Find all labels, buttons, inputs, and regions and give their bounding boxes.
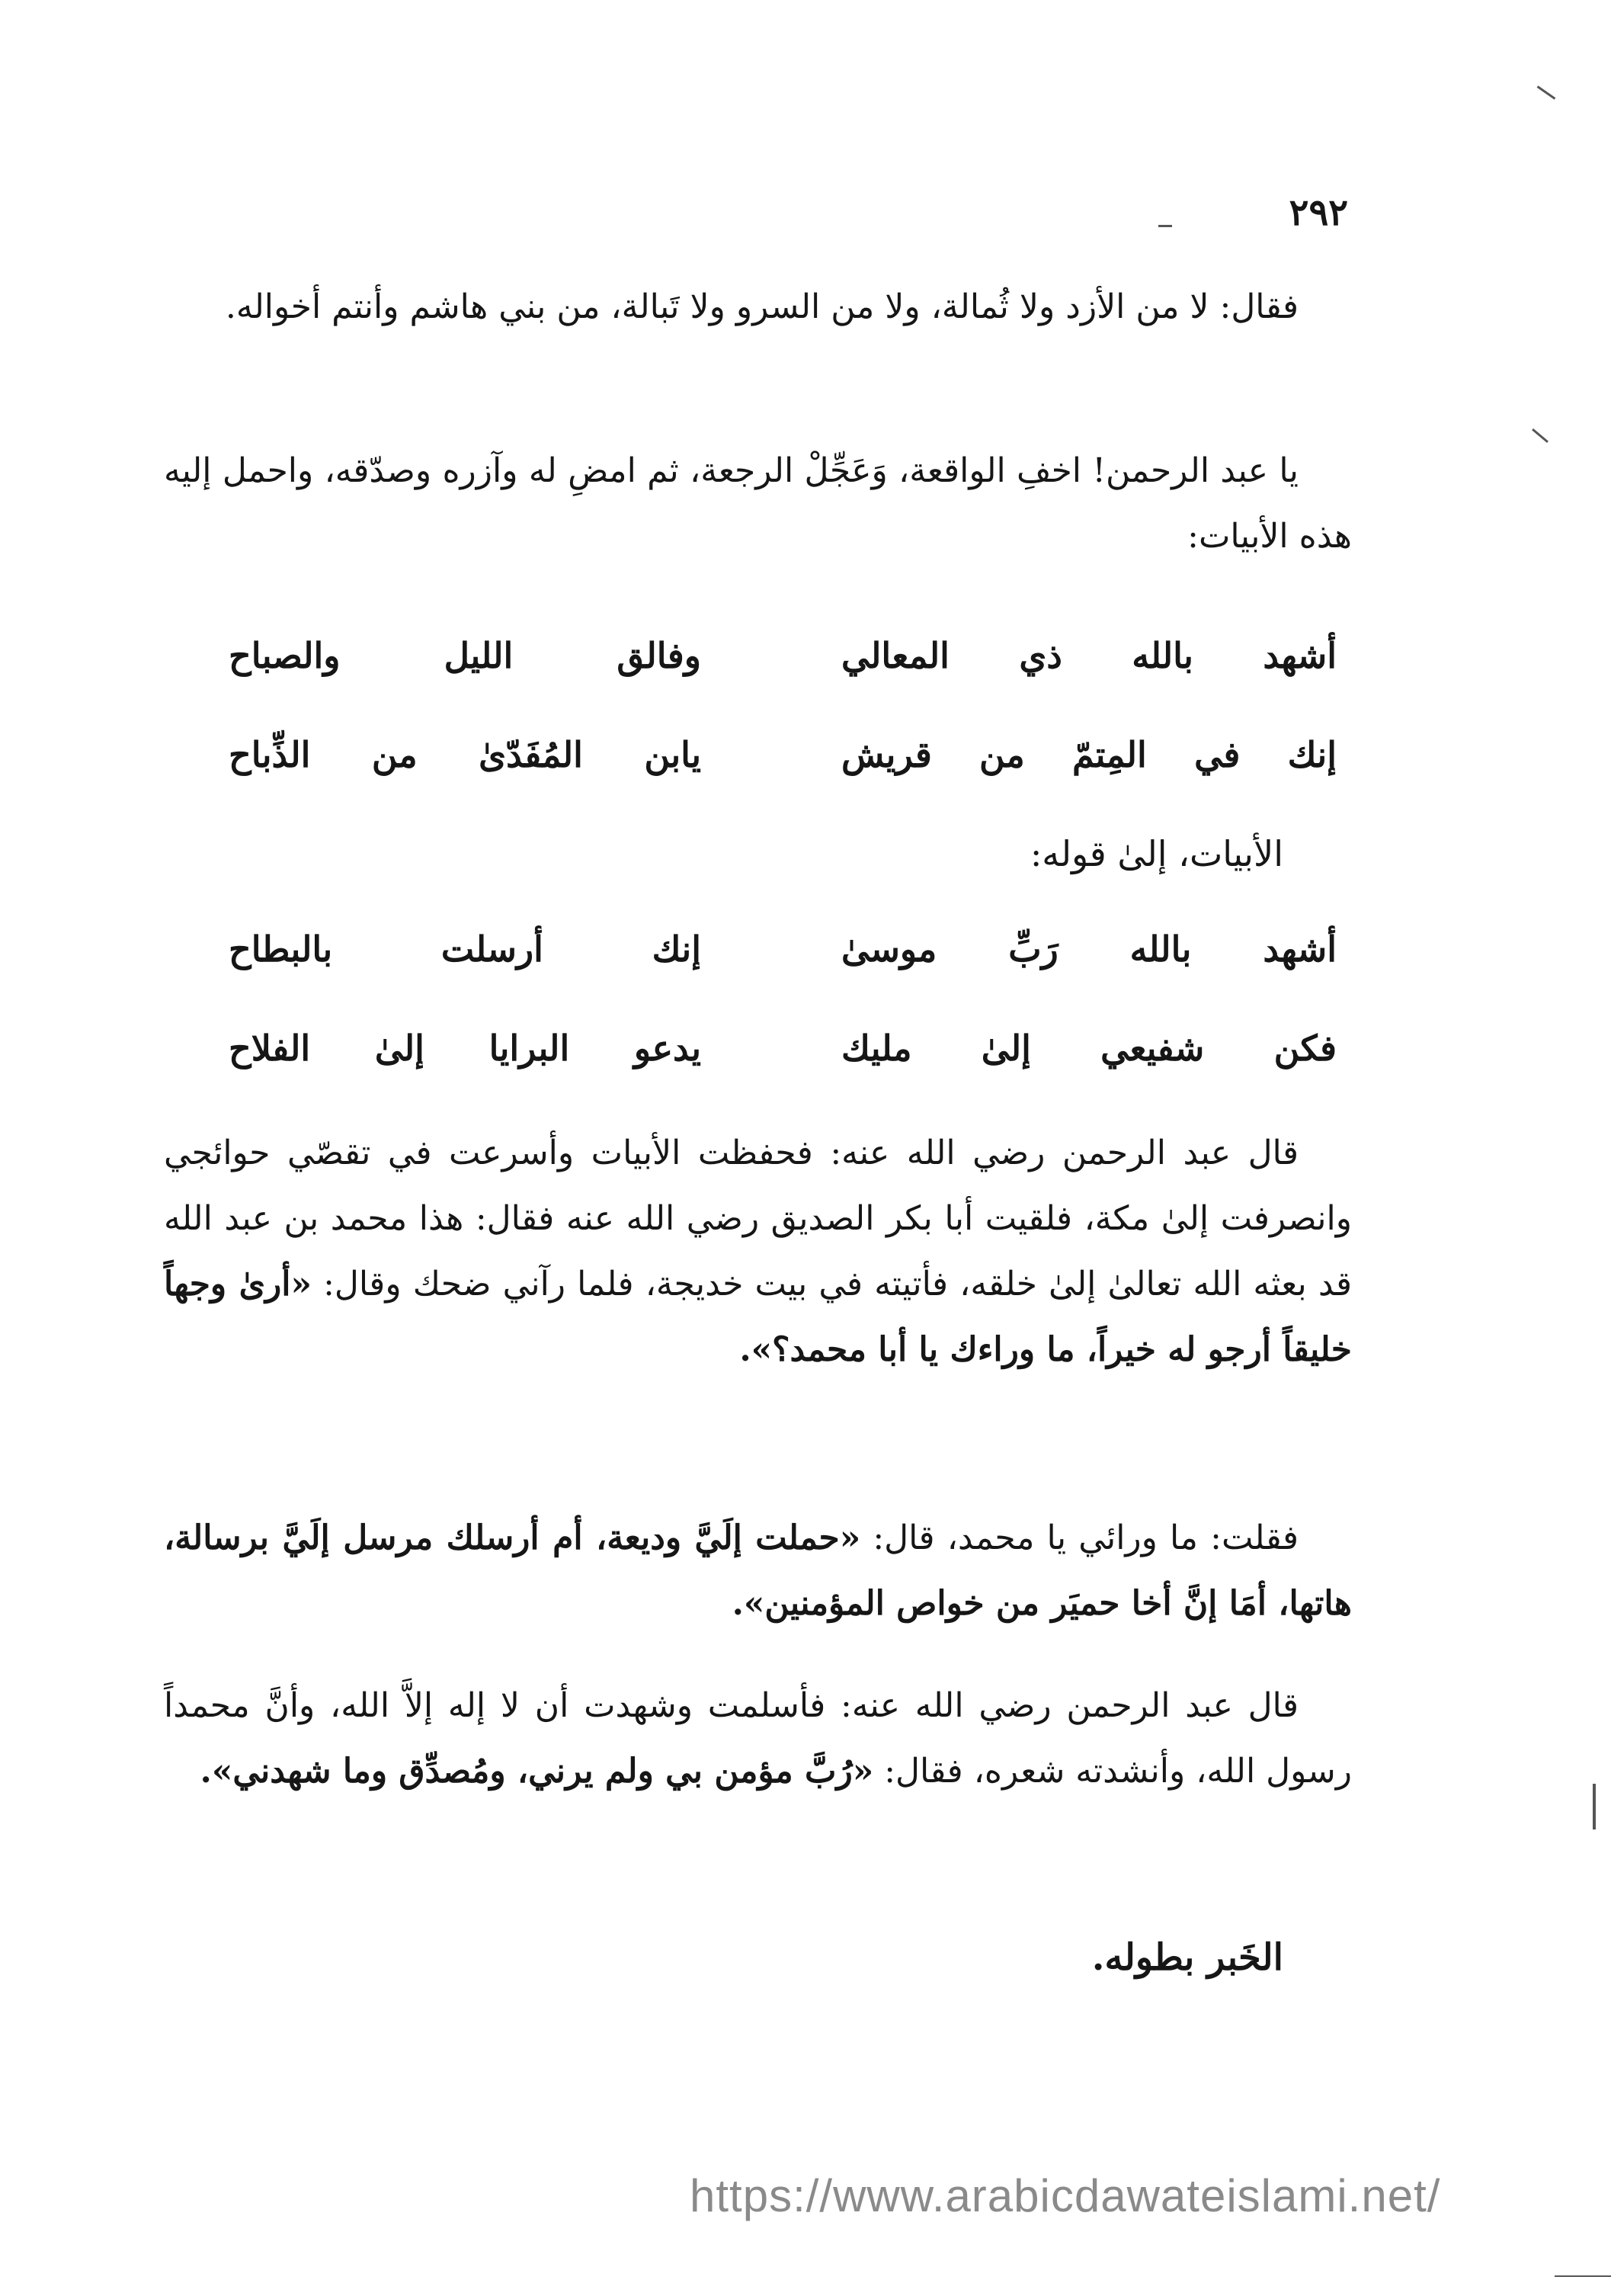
paragraph-1-text: فقال: لا من الأزد ولا ثُمالة، ولا من السرو ولا تَبالة، من بني هاشم وأنتم أخواله.: [225, 287, 1299, 326]
verse-line-3: [229, 919, 1337, 980]
closing-line: الخَبر بطوله.: [1091, 1936, 1283, 1979]
paragraph-5-text: [164, 1673, 1352, 1804]
paragraph-2-text: يا عبد الرحمن! اخفِ الواقعة، وَعَجِّلْ الرجعة، ثم امضِ له وآزره وصدّقه، واحمل إليه هذه الأبيات:: [164, 451, 1352, 556]
paragraph-4-quote: «حملت إلَيَّ وديعة، أم أرسلك مرسل إلَيَّ برسالة، هاتها، أمَا إنَّ أخا حميَر من خواص المؤمنين».: [164, 1518, 1352, 1623]
watermark-url: https://www.arabicdawateislami.net/: [690, 2170, 1441, 2221]
paragraph-5-narration: قال عبد الرحمن رضي الله عنه: فأسلمت وشهدت أن لا إله إلاَّ الله، وأنَّ محمداً رسول الله، وأنشدته شعره، فقال:: [164, 1686, 1352, 1791]
verse-line-4: [229, 1018, 1337, 1079]
scan-speck: [1158, 225, 1172, 227]
paragraph-3-text: [164, 1121, 1352, 1383]
verse-1-second-hemistich: وفالق الليل والصباح: [229, 635, 701, 676]
verse-1-first-hemistich: أشهد بالله ذي المعالي: [841, 635, 1337, 676]
verse-line-1: [229, 625, 1337, 686]
paragraph-2: [164, 438, 1352, 569]
scan-speck: [1537, 85, 1556, 100]
scan-speck: [1593, 1784, 1596, 1829]
paragraph-4-narration: فقلت: ما ورائي يا محمد، قال:: [860, 1518, 1299, 1557]
verses-note: الأبيات، إلىٰ قوله:: [1030, 833, 1283, 874]
scan-edge-line: [1555, 2275, 1611, 2277]
paragraph-3: [164, 1121, 1352, 1383]
verse-4-second-hemistich: يدعو البرايا إلىٰ الفلاح: [229, 1028, 701, 1069]
paragraph-5: [164, 1673, 1352, 1804]
page-number: ٢٩٢: [1289, 191, 1348, 234]
paragraph-3-narration: قال عبد الرحمن رضي الله عنه: فحفظت الأبيات وأسرعت في تقصّي حوائجي وانصرفت إلىٰ مكة، فلقيت أبا بكر الصديق رضي الله عنه فقال: هذا محمد بن عبد الله قد بعثه الله تعالىٰ إلىٰ خلقه، فأتيته في بيت خديجة، فلما رآني ضحك وقال:: [164, 1134, 1352, 1304]
verse-4-first-hemistich: فكن شفيعي إلىٰ مليك: [841, 1028, 1337, 1069]
verse-2-first-hemistich: إنك في المِتمّ من قريش: [841, 734, 1337, 775]
verse-3-second-hemistich: إنك أرسلت بالبطاح: [229, 928, 701, 970]
paragraph-5-quote: «رُبَّ مؤمن بي ولم يرني، ومُصدِّق وما شهدني».: [200, 1752, 874, 1791]
paragraph-3-quote: «أرىٰ وجهاً خليقاً أرجو له خيراً، ما وراءك يا أبا محمد؟».: [164, 1265, 1352, 1369]
paragraph-4-text: [164, 1506, 1352, 1637]
verse-2-second-hemistich: يابن المُفَدّىٰ من الذِّباح: [229, 734, 701, 775]
scan-speck: [1532, 428, 1549, 443]
paragraph-4: [164, 1506, 1352, 1637]
verse-line-2: [229, 724, 1337, 785]
paragraph-1: [164, 274, 1352, 340]
verse-3-first-hemistich: أشهد بالله رَبِّ موسىٰ: [841, 928, 1337, 970]
